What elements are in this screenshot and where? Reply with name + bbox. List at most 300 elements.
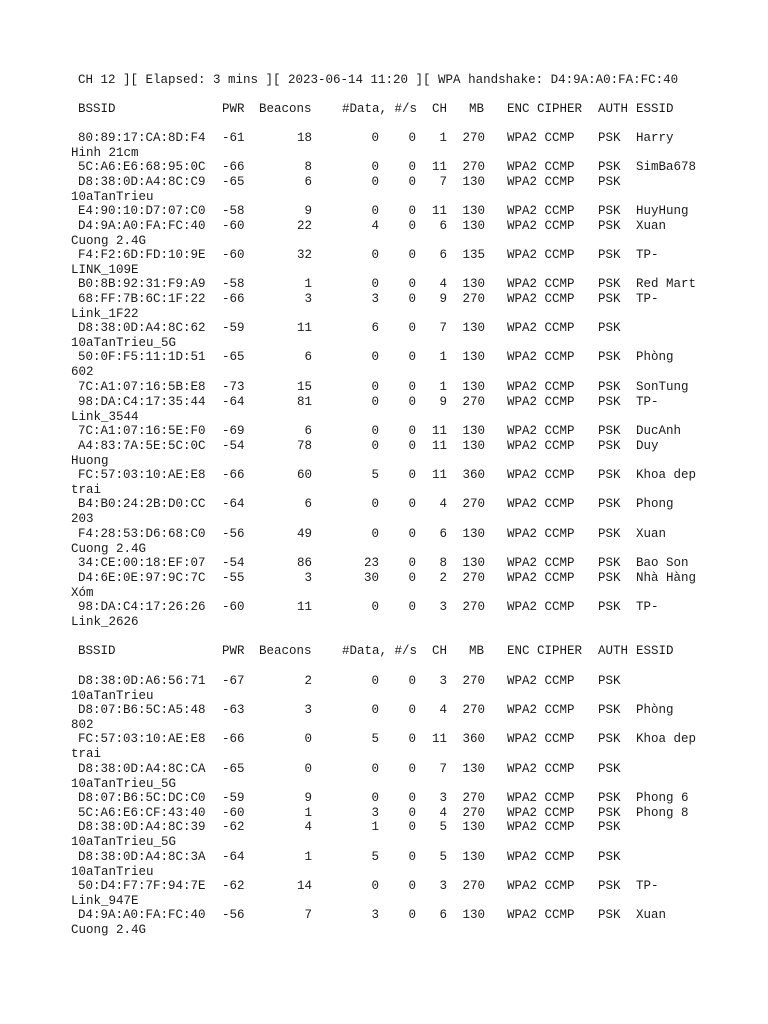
channel-cell: 6 — [439, 248, 447, 262]
channel-cell: 5 — [439, 820, 447, 834]
essid-continued: Cuong 2.4G — [71, 923, 147, 937]
bssid-cell: 50:D4:F7:7F:94:7E — [78, 879, 206, 893]
beacons-cell: 6 — [304, 175, 312, 189]
header-bssid: BSSID — [78, 644, 116, 658]
auth-cell: PSK — [598, 219, 621, 233]
auth-cell: PSK — [598, 350, 621, 364]
mb-cell: 130 — [462, 762, 485, 776]
auth-cell: PSK — [598, 908, 621, 922]
beacons-cell: 0 — [304, 762, 312, 776]
table-row — [0, 674, 768, 689]
auth-cell: PSK — [598, 395, 621, 409]
mb-cell: 270 — [462, 791, 485, 805]
bssid-cell: 5C:A6:E6:68:95:0C — [78, 160, 206, 174]
enc-cipher-cell: WPA2 CCMP — [507, 879, 575, 893]
bssid-cell: D8:38:0D:A4:8C:3A — [78, 850, 206, 864]
bssid-cell: 34:CE:00:18:EF:07 — [78, 556, 206, 570]
rate-cell: 0 — [408, 850, 416, 864]
table-row-continuation — [0, 542, 768, 557]
table-row-continuation — [0, 777, 768, 792]
auth-cell: PSK — [598, 131, 621, 145]
table-row — [0, 321, 768, 336]
rate-cell: 0 — [408, 395, 416, 409]
beacons-cell: 6 — [304, 497, 312, 511]
beacons-cell: 6 — [304, 424, 312, 438]
table-row — [0, 762, 768, 777]
rate-cell: 0 — [408, 497, 416, 511]
channel-cell: 6 — [439, 527, 447, 541]
essid-cell: TP- — [636, 600, 659, 614]
header-essid: ESSID — [636, 102, 674, 116]
table-row-continuation — [0, 365, 768, 380]
pwr-cell: -69 — [222, 424, 245, 438]
data-cell: 0 — [371, 277, 379, 291]
table-row — [0, 879, 768, 894]
pwr-cell: -56 — [222, 908, 245, 922]
channel-cell: 9 — [439, 395, 447, 409]
rate-cell: 0 — [408, 468, 416, 482]
rate-cell: 0 — [408, 277, 416, 291]
beacons-cell: 18 — [296, 131, 312, 145]
essid-continued: 203 — [71, 512, 94, 526]
enc-cipher-cell: WPA2 CCMP — [507, 571, 575, 585]
bssid-cell: 5C:A6:E6:CF:43:40 — [78, 806, 206, 820]
auth-cell: PSK — [598, 497, 621, 511]
rate-cell: 0 — [408, 204, 416, 218]
status-line — [0, 73, 768, 88]
essid-cell: Duy — [636, 439, 659, 453]
channel-cell: 3 — [439, 879, 447, 893]
mb-cell: 130 — [462, 277, 485, 291]
enc-cipher-cell: WPA2 CCMP — [507, 277, 575, 291]
column-header-row-1 — [0, 102, 768, 117]
beacons-cell: 15 — [296, 380, 312, 394]
mb-cell: 360 — [462, 468, 485, 482]
data-cell: 0 — [371, 527, 379, 541]
bssid-cell: D8:07:B6:5C:A5:48 — [78, 703, 206, 717]
channel-cell: 4 — [439, 806, 447, 820]
essid-continued: 10aTanTrieu — [71, 689, 154, 703]
bssid-cell: F4:28:53:D6:68:C0 — [78, 527, 206, 541]
beacons-cell: 32 — [296, 248, 312, 262]
status-text: CH 12 ][ Elapsed: 3 mins ][ 2023-06-14 11:20 ][ WPA handshake: D4:9A:A0:FA:FC:40 — [78, 73, 679, 87]
mb-cell: 270 — [462, 674, 485, 688]
rate-cell: 0 — [408, 175, 416, 189]
pwr-cell: -64 — [222, 497, 245, 511]
table-row — [0, 175, 768, 190]
data-cell: 0 — [371, 497, 379, 511]
rate-cell: 0 — [408, 527, 416, 541]
pwr-cell: -58 — [222, 277, 245, 291]
mb-cell: 270 — [462, 131, 485, 145]
bssid-cell: 7C:A1:07:16:5E:F0 — [78, 424, 206, 438]
enc-cipher-cell: WPA2 CCMP — [507, 439, 575, 453]
enc-cipher-cell: WPA2 CCMP — [507, 674, 575, 688]
table-row-continuation — [0, 454, 768, 469]
table-row — [0, 292, 768, 307]
table-row-continuation — [0, 263, 768, 278]
beacons-cell: 3 — [304, 571, 312, 585]
pwr-cell: -64 — [222, 850, 245, 864]
header-enc-cipher: ENC CIPHER — [507, 102, 583, 116]
mb-cell: 130 — [462, 350, 485, 364]
table-row — [0, 571, 768, 586]
beacons-cell: 8 — [304, 160, 312, 174]
mb-cell: 130 — [462, 908, 485, 922]
beacons-cell: 1 — [304, 806, 312, 820]
rate-cell: 0 — [408, 908, 416, 922]
pwr-cell: -55 — [222, 571, 245, 585]
header-enc-cipher: ENC CIPHER — [507, 644, 583, 658]
beacons-cell: 2 — [304, 674, 312, 688]
rate-cell: 0 — [408, 439, 416, 453]
auth-cell: PSK — [598, 600, 621, 614]
table-row-continuation — [0, 747, 768, 762]
table-row — [0, 424, 768, 439]
data-cell: 3 — [371, 292, 379, 306]
channel-cell: 11 — [431, 160, 447, 174]
mb-cell: 270 — [462, 571, 485, 585]
header-pwr: PWR — [222, 644, 245, 658]
essid-cell: Red Mart — [636, 277, 697, 291]
essid-cell: SonTung — [636, 380, 689, 394]
essid-cell: TP- — [636, 292, 659, 306]
beacons-cell: 7 — [304, 908, 312, 922]
enc-cipher-cell: WPA2 CCMP — [507, 791, 575, 805]
bssid-cell: D8:07:B6:5C:DC:C0 — [78, 791, 206, 805]
bssid-cell: 98:DA:C4:17:26:26 — [78, 600, 206, 614]
channel-cell: 6 — [439, 219, 447, 233]
auth-cell: PSK — [598, 527, 621, 541]
bssid-cell: FC:57:03:10:AE:E8 — [78, 468, 206, 482]
table-row-continuation — [0, 336, 768, 351]
enc-cipher-cell: WPA2 CCMP — [507, 468, 575, 482]
mb-cell: 130 — [462, 175, 485, 189]
rate-cell: 0 — [408, 600, 416, 614]
auth-cell: PSK — [598, 424, 621, 438]
rate-cell: 0 — [408, 248, 416, 262]
essid-continued: trai — [71, 747, 102, 761]
data-cell: 1 — [371, 820, 379, 834]
bssid-cell: 80:89:17:CA:8D:F4 — [78, 131, 206, 145]
bssid-cell: E4:90:10:D7:07:C0 — [78, 204, 206, 218]
pwr-cell: -65 — [222, 175, 245, 189]
beacons-cell: 60 — [296, 468, 312, 482]
bssid-cell: D8:38:0D:A4:8C:CA — [78, 762, 206, 776]
beacons-cell: 1 — [304, 277, 312, 291]
enc-cipher-cell: WPA2 CCMP — [507, 131, 575, 145]
bssid-cell: 7C:A1:07:16:5B:E8 — [78, 380, 206, 394]
auth-cell: PSK — [598, 204, 621, 218]
bssid-cell: D8:38:0D:A4:8C:39 — [78, 820, 206, 834]
essid-cell: Bao Son — [636, 556, 689, 570]
table-row-continuation — [0, 410, 768, 425]
channel-cell: 11 — [431, 204, 447, 218]
essid-cell: Xuan — [636, 219, 667, 233]
essid-continued: Huong — [71, 454, 109, 468]
auth-cell: PSK — [598, 674, 621, 688]
table-row-continuation — [0, 923, 768, 938]
channel-cell: 11 — [431, 424, 447, 438]
essid-cell: HuyHung — [636, 204, 689, 218]
header-auth: AUTH — [598, 644, 629, 658]
header-ch: CH — [432, 644, 448, 658]
enc-cipher-cell: WPA2 CCMP — [507, 908, 575, 922]
auth-cell: PSK — [598, 556, 621, 570]
table-row-continuation — [0, 615, 768, 630]
table-row — [0, 497, 768, 512]
enc-cipher-cell: WPA2 CCMP — [507, 380, 575, 394]
table-row — [0, 219, 768, 234]
table-row — [0, 600, 768, 615]
channel-cell: 1 — [439, 131, 447, 145]
essid-continued: 10aTanTrieu_5G — [71, 777, 177, 791]
beacons-cell: 11 — [296, 321, 312, 335]
header-mb: MB — [469, 644, 485, 658]
auth-cell: PSK — [598, 806, 621, 820]
essid-cell: Phòng — [636, 703, 674, 717]
beacons-cell: 9 — [304, 791, 312, 805]
mb-cell: 130 — [462, 204, 485, 218]
table-row-continuation — [0, 689, 768, 704]
pwr-cell: -56 — [222, 527, 245, 541]
channel-cell: 3 — [439, 674, 447, 688]
pwr-cell: -67 — [222, 674, 245, 688]
rate-cell: 0 — [408, 292, 416, 306]
data-cell: 3 — [371, 908, 379, 922]
data-cell: 0 — [371, 248, 379, 262]
header-bssid: BSSID — [78, 102, 116, 116]
mb-cell: 130 — [462, 820, 485, 834]
data-cell: 0 — [371, 674, 379, 688]
table-row — [0, 806, 768, 821]
auth-cell: PSK — [598, 703, 621, 717]
data-cell: 5 — [371, 732, 379, 746]
pwr-cell: -60 — [222, 219, 245, 233]
table-row-continuation — [0, 835, 768, 850]
table-row — [0, 527, 768, 542]
auth-cell: PSK — [598, 277, 621, 291]
enc-cipher-cell: WPA2 CCMP — [507, 527, 575, 541]
rate-cell: 0 — [408, 380, 416, 394]
table-row — [0, 160, 768, 175]
rate-cell: 0 — [408, 820, 416, 834]
bssid-cell: 50:0F:F5:11:1D:51 — [78, 350, 206, 364]
essid-continued: 10aTanTrieu_5G — [71, 336, 177, 350]
enc-cipher-cell: WPA2 CCMP — [507, 424, 575, 438]
data-cell: 23 — [363, 556, 379, 570]
auth-cell: PSK — [598, 175, 621, 189]
enc-cipher-cell: WPA2 CCMP — [507, 600, 575, 614]
beacons-cell: 3 — [304, 292, 312, 306]
essid-continued: 10aTanTrieu_5G — [71, 835, 177, 849]
mb-cell: 130 — [462, 556, 485, 570]
pwr-cell: -66 — [222, 732, 245, 746]
auth-cell: PSK — [598, 321, 621, 335]
beacons-cell: 11 — [296, 600, 312, 614]
rate-cell: 0 — [408, 350, 416, 364]
rate-cell: 0 — [408, 732, 416, 746]
channel-cell: 1 — [439, 350, 447, 364]
data-cell: 30 — [363, 571, 379, 585]
bssid-cell: D8:38:0D:A4:8C:C9 — [78, 175, 206, 189]
table-row-continuation — [0, 718, 768, 733]
pwr-cell: -65 — [222, 762, 245, 776]
mb-cell: 130 — [462, 527, 485, 541]
bssid-cell: D4:9A:A0:FA:FC:40 — [78, 908, 206, 922]
table-row — [0, 131, 768, 146]
table-row-continuation — [0, 894, 768, 909]
enc-cipher-cell: WPA2 CCMP — [507, 732, 575, 746]
essid-cell: Xuan — [636, 908, 667, 922]
channel-cell: 7 — [439, 175, 447, 189]
mb-cell: 270 — [462, 395, 485, 409]
enc-cipher-cell: WPA2 CCMP — [507, 292, 575, 306]
table-row-continuation — [0, 865, 768, 880]
table-row — [0, 350, 768, 365]
auth-cell: PSK — [598, 571, 621, 585]
bssid-cell: B0:8B:92:31:F9:A9 — [78, 277, 206, 291]
auth-cell: PSK — [598, 879, 621, 893]
pwr-cell: -66 — [222, 292, 245, 306]
auth-cell: PSK — [598, 762, 621, 776]
channel-cell: 4 — [439, 703, 447, 717]
bssid-cell: D8:38:0D:A4:8C:62 — [78, 321, 206, 335]
rate-cell: 0 — [408, 556, 416, 570]
enc-cipher-cell: WPA2 CCMP — [507, 160, 575, 174]
beacons-cell: 3 — [304, 703, 312, 717]
auth-cell: PSK — [598, 439, 621, 453]
beacons-cell: 81 — [296, 395, 312, 409]
essid-continued: LINK_109E — [71, 263, 139, 277]
mb-cell: 130 — [462, 439, 485, 453]
channel-cell: 5 — [439, 850, 447, 864]
beacons-cell: 14 — [296, 879, 312, 893]
enc-cipher-cell: WPA2 CCMP — [507, 806, 575, 820]
column-header-row-2 — [0, 644, 768, 659]
mb-cell: 130 — [462, 321, 485, 335]
enc-cipher-cell: WPA2 CCMP — [507, 204, 575, 218]
channel-cell: 7 — [439, 321, 447, 335]
auth-cell: PSK — [598, 820, 621, 834]
table-row — [0, 556, 768, 571]
rate-cell: 0 — [408, 321, 416, 335]
pwr-cell: -59 — [222, 321, 245, 335]
table-row — [0, 277, 768, 292]
auth-cell: PSK — [598, 850, 621, 864]
beacons-cell: 78 — [296, 439, 312, 453]
auth-cell: PSK — [598, 791, 621, 805]
enc-cipher-cell: WPA2 CCMP — [507, 175, 575, 189]
header-beacons: Beacons — [259, 644, 312, 658]
auth-cell: PSK — [598, 380, 621, 394]
table-row — [0, 380, 768, 395]
beacons-cell: 9 — [304, 204, 312, 218]
enc-cipher-cell: WPA2 CCMP — [507, 395, 575, 409]
beacons-cell: 4 — [304, 820, 312, 834]
data-cell: 0 — [371, 395, 379, 409]
bssid-cell: 68:FF:7B:6C:1F:22 — [78, 292, 206, 306]
data-cell: 0 — [371, 439, 379, 453]
channel-cell: 11 — [431, 468, 447, 482]
enc-cipher-cell: WPA2 CCMP — [507, 321, 575, 335]
pwr-cell: -60 — [222, 600, 245, 614]
header-beacons: Beacons — [259, 102, 312, 116]
essid-continued: 10aTanTrieu — [71, 190, 154, 204]
table-row-continuation — [0, 190, 768, 205]
bssid-cell: D4:9A:A0:FA:FC:40 — [78, 219, 206, 233]
beacons-cell: 1 — [304, 850, 312, 864]
channel-cell: 1 — [439, 380, 447, 394]
table-row — [0, 395, 768, 410]
data-cell: 0 — [371, 160, 379, 174]
enc-cipher-cell: WPA2 CCMP — [507, 762, 575, 776]
header-ch: CH — [432, 102, 448, 116]
rate-cell: 0 — [408, 424, 416, 438]
essid-cell: TP- — [636, 395, 659, 409]
beacons-cell: 6 — [304, 350, 312, 364]
table-row-continuation — [0, 307, 768, 322]
channel-cell: 3 — [439, 791, 447, 805]
essid-continued: 10aTanTrieu — [71, 865, 154, 879]
channel-cell: 11 — [431, 732, 447, 746]
data-cell: 0 — [371, 204, 379, 218]
enc-cipher-cell: WPA2 CCMP — [507, 556, 575, 570]
essid-continued: Cuong 2.4G — [71, 234, 147, 248]
pwr-cell: -64 — [222, 395, 245, 409]
rate-cell: 0 — [408, 571, 416, 585]
table-row — [0, 820, 768, 835]
pwr-cell: -62 — [222, 879, 245, 893]
bssid-cell: FC:57:03:10:AE:E8 — [78, 732, 206, 746]
essid-cell: Phòng — [636, 350, 674, 364]
mb-cell: 270 — [462, 600, 485, 614]
rate-cell: 0 — [408, 879, 416, 893]
enc-cipher-cell: WPA2 CCMP — [507, 820, 575, 834]
enc-cipher-cell: WPA2 CCMP — [507, 219, 575, 233]
table-row-continuation — [0, 512, 768, 527]
channel-cell: 8 — [439, 556, 447, 570]
essid-continued: Link_1F22 — [71, 307, 139, 321]
rate-cell: 0 — [408, 762, 416, 776]
essid-cell: SimBa678 — [636, 160, 697, 174]
rate-cell: 0 — [408, 703, 416, 717]
table-row — [0, 791, 768, 806]
table-row — [0, 248, 768, 263]
mb-cell: 360 — [462, 732, 485, 746]
data-cell: 0 — [371, 131, 379, 145]
data-cell: 0 — [371, 703, 379, 717]
essid-continued: Xóm — [71, 586, 94, 600]
mb-cell: 130 — [462, 380, 485, 394]
table-row-continuation — [0, 234, 768, 249]
bssid-cell: A4:83:7A:5E:5C:0C — [78, 439, 206, 453]
essid-cell: Khoa dep — [636, 468, 697, 482]
channel-cell: 7 — [439, 762, 447, 776]
channel-cell: 2 — [439, 571, 447, 585]
essid-continued: Link_2626 — [71, 615, 139, 629]
pwr-cell: -65 — [222, 350, 245, 364]
essid-cell: Phong 8 — [636, 806, 689, 820]
mb-cell: 130 — [462, 424, 485, 438]
beacons-cell: 22 — [296, 219, 312, 233]
essid-cell: TP- — [636, 879, 659, 893]
essid-continued: Hinh 21cm — [71, 146, 139, 160]
pwr-cell: -66 — [222, 468, 245, 482]
beacons-cell: 0 — [304, 732, 312, 746]
rate-cell: 0 — [408, 160, 416, 174]
pwr-cell: -63 — [222, 703, 245, 717]
